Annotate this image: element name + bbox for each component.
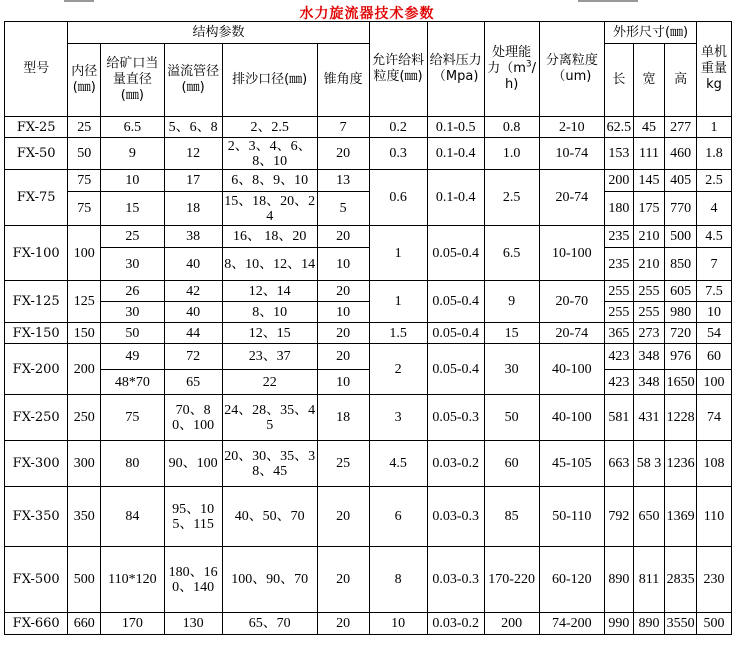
capacity-superscript: 3 bbox=[525, 59, 532, 70]
header-capacity bbox=[484, 22, 539, 117]
cell-cone-angle: 20 bbox=[317, 138, 369, 170]
cell-capacity: 15 bbox=[484, 323, 539, 344]
cell-feed-pressure: 0.05-0.4 bbox=[427, 323, 484, 344]
cell-weight: 7 bbox=[697, 248, 732, 281]
cell-feed-pressure: 0.05-0.4 bbox=[427, 344, 484, 395]
cell-model: FX-500 bbox=[5, 547, 68, 613]
cell-cone-angle: 20 bbox=[317, 487, 369, 547]
cell-weight: 54 bbox=[697, 323, 732, 344]
cell-overflow-pipe: 40 bbox=[164, 302, 222, 323]
cell-capacity: 6.5 bbox=[484, 226, 539, 281]
cell-width: 210 bbox=[633, 226, 665, 248]
cell-capacity: 1.0 bbox=[484, 138, 539, 170]
cell-length: 581 bbox=[605, 395, 634, 441]
cell-capacity: 2.5 bbox=[484, 170, 539, 226]
cell-overflow-pipe: 65 bbox=[164, 370, 222, 395]
cell-feed-pressure: 0.1-0.5 bbox=[427, 117, 484, 138]
cell-feed-size: 2 bbox=[369, 344, 427, 395]
cell-separation: 20-74 bbox=[539, 323, 605, 344]
cell-feed-inlet: 50 bbox=[101, 323, 164, 344]
cell-feed-size: 3 bbox=[369, 395, 427, 441]
cell-capacity: 200 bbox=[484, 613, 539, 635]
cell-capacity: 85 bbox=[484, 487, 539, 547]
cell-sand-outlet: 65、70 bbox=[222, 613, 317, 635]
cell-capacity: 50 bbox=[484, 395, 539, 441]
header-feed-inlet: 给矿口当量直径(㎜) bbox=[101, 44, 164, 117]
cell-width: 890 bbox=[633, 613, 665, 635]
cell-sand-outlet: 15、18、20、24 bbox=[222, 192, 317, 226]
header-sand-outlet: 排沙口径(㎜) bbox=[222, 44, 317, 117]
cell-weight: 108 bbox=[697, 441, 732, 487]
cell-width: 45 bbox=[633, 117, 665, 138]
cell-capacity: 0.8 bbox=[484, 117, 539, 138]
cell-sand-outlet: 2、3、4、6、8、10 bbox=[222, 138, 317, 170]
cell-overflow-pipe: 70、80、100 bbox=[164, 395, 222, 441]
cell-length: 255 bbox=[605, 281, 634, 302]
cell-weight: 500 bbox=[697, 613, 732, 635]
cell-feed-size: 1 bbox=[369, 281, 427, 323]
cell-length: 365 bbox=[605, 323, 634, 344]
cell-weight: 100 bbox=[697, 370, 732, 395]
header-length: 长 bbox=[605, 44, 634, 117]
table-row bbox=[5, 302, 732, 323]
cell-weight: 4 bbox=[697, 192, 732, 226]
cell-overflow-pipe: 95、105、115 bbox=[164, 487, 222, 547]
cell-weight: 4.5 bbox=[697, 226, 732, 248]
table-row bbox=[5, 547, 732, 613]
header-weight: 单机重量kg bbox=[697, 22, 732, 117]
cell-cone-angle: 10 bbox=[317, 302, 369, 323]
cell-feed-inlet: 30 bbox=[101, 248, 164, 281]
cell-capacity: 30 bbox=[484, 344, 539, 395]
cell-model: FX-75 bbox=[5, 170, 68, 226]
cell-feed-size: 1 bbox=[369, 226, 427, 281]
cell-feed-inlet: 6.5 bbox=[101, 117, 164, 138]
table-row bbox=[5, 117, 732, 138]
cell-feed-inlet: 110*120 bbox=[101, 547, 164, 613]
cell-feed-inlet: 170 bbox=[101, 613, 164, 635]
cell-height: 1228 bbox=[665, 395, 697, 441]
cell-feed-inlet: 80 bbox=[101, 441, 164, 487]
cell-separation: 2-10 bbox=[539, 117, 605, 138]
cell-height: 460 bbox=[665, 138, 697, 170]
cell-height: 3550 bbox=[665, 613, 697, 635]
table-row bbox=[5, 441, 732, 487]
cell-feed-size: 0.2 bbox=[369, 117, 427, 138]
cell-width: 273 bbox=[633, 323, 665, 344]
cell-sand-outlet: 24、28、35、45 bbox=[222, 395, 317, 441]
cell-feed-size: 0.6 bbox=[369, 170, 427, 226]
table-row bbox=[5, 613, 732, 635]
cell-feed-inlet: 25 bbox=[101, 226, 164, 248]
table-row bbox=[5, 226, 732, 248]
cell-length: 180 bbox=[605, 192, 634, 226]
cell-sand-outlet: 40、50、70 bbox=[222, 487, 317, 547]
cell-sand-outlet: 100、90、70 bbox=[222, 547, 317, 613]
header-structure: 结构参数 bbox=[68, 22, 369, 44]
cell-feed-inlet: 15 bbox=[101, 192, 164, 226]
cell-feed-inlet: 84 bbox=[101, 487, 164, 547]
cell-inner-diameter: 150 bbox=[68, 323, 101, 344]
cell-inner-diameter: 660 bbox=[68, 613, 101, 635]
cell-feed-size: 1.5 bbox=[369, 323, 427, 344]
header-inner-diameter: 内径(㎜) bbox=[68, 44, 101, 117]
table-row bbox=[5, 323, 732, 344]
cell-model: FX-350 bbox=[5, 487, 68, 547]
cell-length: 890 bbox=[605, 547, 634, 613]
cell-height: 770 bbox=[665, 192, 697, 226]
cell-width: 431 bbox=[633, 395, 665, 441]
cell-feed-size: 4.5 bbox=[369, 441, 427, 487]
cell-width: 210 bbox=[633, 248, 665, 281]
cell-separation: 60-120 bbox=[539, 547, 605, 613]
cell-feed-size: 6 bbox=[369, 487, 427, 547]
cell-inner-diameter: 125 bbox=[68, 281, 101, 323]
cell-cone-angle: 18 bbox=[317, 395, 369, 441]
cell-feed-inlet: 10 bbox=[101, 170, 164, 192]
table-body bbox=[5, 117, 732, 635]
cell-height: 277 bbox=[665, 117, 697, 138]
cell-inner-diameter: 75 bbox=[68, 192, 101, 226]
cell-length: 235 bbox=[605, 248, 634, 281]
cell-width: 111 bbox=[633, 138, 665, 170]
cell-feed-inlet: 9 bbox=[101, 138, 164, 170]
cell-height: 720 bbox=[665, 323, 697, 344]
table-row bbox=[5, 370, 732, 395]
page-title: 水力旋流器技术参数 bbox=[299, 6, 435, 22]
capacity-text: 处理能力（m bbox=[487, 45, 532, 76]
cell-width: 255 bbox=[633, 281, 665, 302]
cell-cone-angle: 7 bbox=[317, 117, 369, 138]
header-cone-angle: 锥角度 bbox=[317, 44, 369, 117]
cell-overflow-pipe: 18 bbox=[164, 192, 222, 226]
cell-width: 255 bbox=[633, 302, 665, 323]
cell-length: 423 bbox=[605, 344, 634, 370]
cell-weight: 10 bbox=[697, 302, 732, 323]
cell-length: 200 bbox=[605, 170, 634, 192]
cell-overflow-pipe: 42 bbox=[164, 281, 222, 302]
cell-width: 348 bbox=[633, 370, 665, 395]
cell-inner-diameter: 100 bbox=[68, 226, 101, 281]
cell-sand-outlet: 20、30、35、38、45 bbox=[222, 441, 317, 487]
cell-model: FX-50 bbox=[5, 138, 68, 170]
cell-overflow-pipe: 130 bbox=[164, 613, 222, 635]
cell-separation: 20-74 bbox=[539, 170, 605, 226]
cell-width: 811 bbox=[633, 547, 665, 613]
header-width: 宽 bbox=[633, 44, 665, 117]
cell-cone-angle: 10 bbox=[317, 370, 369, 395]
cell-model: FX-125 bbox=[5, 281, 68, 323]
cell-height: 1236 bbox=[665, 441, 697, 487]
header-dimensions: 外形尺寸(㎜) bbox=[605, 22, 697, 44]
cell-weight: 60 bbox=[697, 344, 732, 370]
cell-feed-pressure: 0.03-0.2 bbox=[427, 441, 484, 487]
cell-length: 423 bbox=[605, 370, 634, 395]
cell-weight: 230 bbox=[697, 547, 732, 613]
cell-sand-outlet: 23、37 bbox=[222, 344, 317, 370]
cell-overflow-pipe: 40 bbox=[164, 248, 222, 281]
cell-inner-diameter: 250 bbox=[68, 395, 101, 441]
cell-cone-angle: 25 bbox=[317, 441, 369, 487]
header-model: 型号 bbox=[5, 22, 68, 117]
header-feed-pressure: 给料压力（Mpa) bbox=[427, 22, 484, 117]
table-row bbox=[5, 487, 732, 547]
header-height: 高 bbox=[665, 44, 697, 117]
cell-model: FX-250 bbox=[5, 395, 68, 441]
table-row bbox=[5, 281, 732, 302]
cell-length: 235 bbox=[605, 226, 634, 248]
cell-feed-size: 10 bbox=[369, 613, 427, 635]
cell-weight: 1.8 bbox=[697, 138, 732, 170]
cell-feed-pressure: 0.05-0.3 bbox=[427, 395, 484, 441]
cell-separation: 10-100 bbox=[539, 226, 605, 281]
cell-cone-angle: 20 bbox=[317, 281, 369, 302]
cell-height: 2835 bbox=[665, 547, 697, 613]
cell-height: 500 bbox=[665, 226, 697, 248]
cell-feed-pressure: 0.05-0.4 bbox=[427, 281, 484, 323]
cell-sand-outlet: 8、10 bbox=[222, 302, 317, 323]
cell-feed-inlet: 48*70 bbox=[101, 370, 164, 395]
cell-cone-angle: 20 bbox=[317, 344, 369, 370]
cell-overflow-pipe: 90、100 bbox=[164, 441, 222, 487]
cell-separation: 50-110 bbox=[539, 487, 605, 547]
cell-separation: 20-70 bbox=[539, 281, 605, 323]
cell-length: 663 bbox=[605, 441, 634, 487]
table-row bbox=[5, 344, 732, 370]
cell-model: FX-200 bbox=[5, 344, 68, 395]
cell-feed-size: 8 bbox=[369, 547, 427, 613]
cell-sand-outlet: 22 bbox=[222, 370, 317, 395]
table-row bbox=[5, 395, 732, 441]
cell-feed-inlet: 30 bbox=[101, 302, 164, 323]
cell-cone-angle: 20 bbox=[317, 226, 369, 248]
cell-separation: 40-100 bbox=[539, 395, 605, 441]
spec-table bbox=[4, 21, 732, 635]
cell-separation: 74-200 bbox=[539, 613, 605, 635]
cell-feed-inlet: 26 bbox=[101, 281, 164, 302]
cell-inner-diameter: 25 bbox=[68, 117, 101, 138]
cell-capacity: 9 bbox=[484, 281, 539, 323]
header-feed-size: 允许给料粒度(㎜) bbox=[369, 22, 427, 117]
cell-feed-pressure: 0.03-0.3 bbox=[427, 547, 484, 613]
cell-model: FX-300 bbox=[5, 441, 68, 487]
cell-overflow-pipe: 72 bbox=[164, 344, 222, 370]
cell-cone-angle: 13 bbox=[317, 170, 369, 192]
cell-sand-outlet: 8、10、12、14 bbox=[222, 248, 317, 281]
cell-model: FX-100 bbox=[5, 226, 68, 281]
cell-feed-inlet: 49 bbox=[101, 344, 164, 370]
cell-height: 1369 bbox=[665, 487, 697, 547]
cell-cone-angle: 20 bbox=[317, 323, 369, 344]
cell-height: 850 bbox=[665, 248, 697, 281]
cell-sand-outlet: 2、2.5 bbox=[222, 117, 317, 138]
cell-inner-diameter: 200 bbox=[68, 344, 101, 395]
cell-feed-pressure: 0.1-0.4 bbox=[427, 138, 484, 170]
cell-height: 1650 bbox=[665, 370, 697, 395]
capacity-unit: /h) bbox=[504, 61, 537, 92]
table-row bbox=[5, 248, 732, 281]
cell-length: 62.5 bbox=[605, 117, 634, 138]
cell-overflow-pipe: 44 bbox=[164, 323, 222, 344]
cell-separation: 40-100 bbox=[539, 344, 605, 395]
cell-inner-diameter: 75 bbox=[68, 170, 101, 192]
cell-feed-pressure: 0.03-0.2 bbox=[427, 613, 484, 635]
cell-width: 58 3 bbox=[633, 441, 665, 487]
cell-height: 976 bbox=[665, 344, 697, 370]
cell-weight: 110 bbox=[697, 487, 732, 547]
cell-sand-outlet: 6、8、9、10 bbox=[222, 170, 317, 192]
cell-width: 348 bbox=[633, 344, 665, 370]
cell-capacity: 170-220 bbox=[484, 547, 539, 613]
cell-length: 153 bbox=[605, 138, 634, 170]
cell-height: 405 bbox=[665, 170, 697, 192]
cell-feed-pressure: 0.05-0.4 bbox=[427, 226, 484, 281]
cell-width: 145 bbox=[633, 170, 665, 192]
cell-overflow-pipe: 12 bbox=[164, 138, 222, 170]
cell-cone-angle: 20 bbox=[317, 613, 369, 635]
cell-weight: 74 bbox=[697, 395, 732, 441]
cell-sand-outlet: 16、 18、20 bbox=[222, 226, 317, 248]
cell-feed-pressure: 0.1-0.4 bbox=[427, 170, 484, 226]
cell-weight: 1 bbox=[697, 117, 732, 138]
cell-overflow-pipe: 5、6、8 bbox=[164, 117, 222, 138]
top-rule-right bbox=[578, 0, 638, 2]
header-separation: 分离粒度（um) bbox=[539, 22, 605, 117]
cell-cone-angle: 20 bbox=[317, 547, 369, 613]
cell-feed-inlet: 75 bbox=[101, 395, 164, 441]
cell-sand-outlet: 12、15 bbox=[222, 323, 317, 344]
cell-inner-diameter: 350 bbox=[68, 487, 101, 547]
cell-overflow-pipe: 180、160、140 bbox=[164, 547, 222, 613]
cell-weight: 2.5 bbox=[697, 170, 732, 192]
table-row bbox=[5, 192, 732, 226]
cell-feed-pressure: 0.03-0.3 bbox=[427, 487, 484, 547]
cell-length: 990 bbox=[605, 613, 634, 635]
cell-sand-outlet: 12、14 bbox=[222, 281, 317, 302]
cell-length: 792 bbox=[605, 487, 634, 547]
cell-cone-angle: 5 bbox=[317, 192, 369, 226]
cell-overflow-pipe: 17 bbox=[164, 170, 222, 192]
cell-weight: 7.5 bbox=[697, 281, 732, 302]
cell-separation: 10-74 bbox=[539, 138, 605, 170]
top-rule-left bbox=[64, 0, 94, 2]
cell-length: 255 bbox=[605, 302, 634, 323]
cell-height: 605 bbox=[665, 281, 697, 302]
cell-separation: 45-105 bbox=[539, 441, 605, 487]
cell-capacity: 60 bbox=[484, 441, 539, 487]
cell-overflow-pipe: 38 bbox=[164, 226, 222, 248]
cell-inner-diameter: 50 bbox=[68, 138, 101, 170]
header-overflow-pipe: 溢流管径(㎜) bbox=[164, 44, 222, 117]
cell-model: FX-150 bbox=[5, 323, 68, 344]
cell-inner-diameter: 500 bbox=[68, 547, 101, 613]
cell-height: 980 bbox=[665, 302, 697, 323]
cell-width: 175 bbox=[633, 192, 665, 226]
cell-cone-angle: 10 bbox=[317, 248, 369, 281]
cell-model: FX-25 bbox=[5, 117, 68, 138]
table-row bbox=[5, 138, 732, 170]
cell-model: FX-660 bbox=[5, 613, 68, 635]
cell-inner-diameter: 300 bbox=[68, 441, 101, 487]
cell-feed-size: 0.3 bbox=[369, 138, 427, 170]
table-row bbox=[5, 170, 732, 192]
cell-width: 650 bbox=[633, 487, 665, 547]
